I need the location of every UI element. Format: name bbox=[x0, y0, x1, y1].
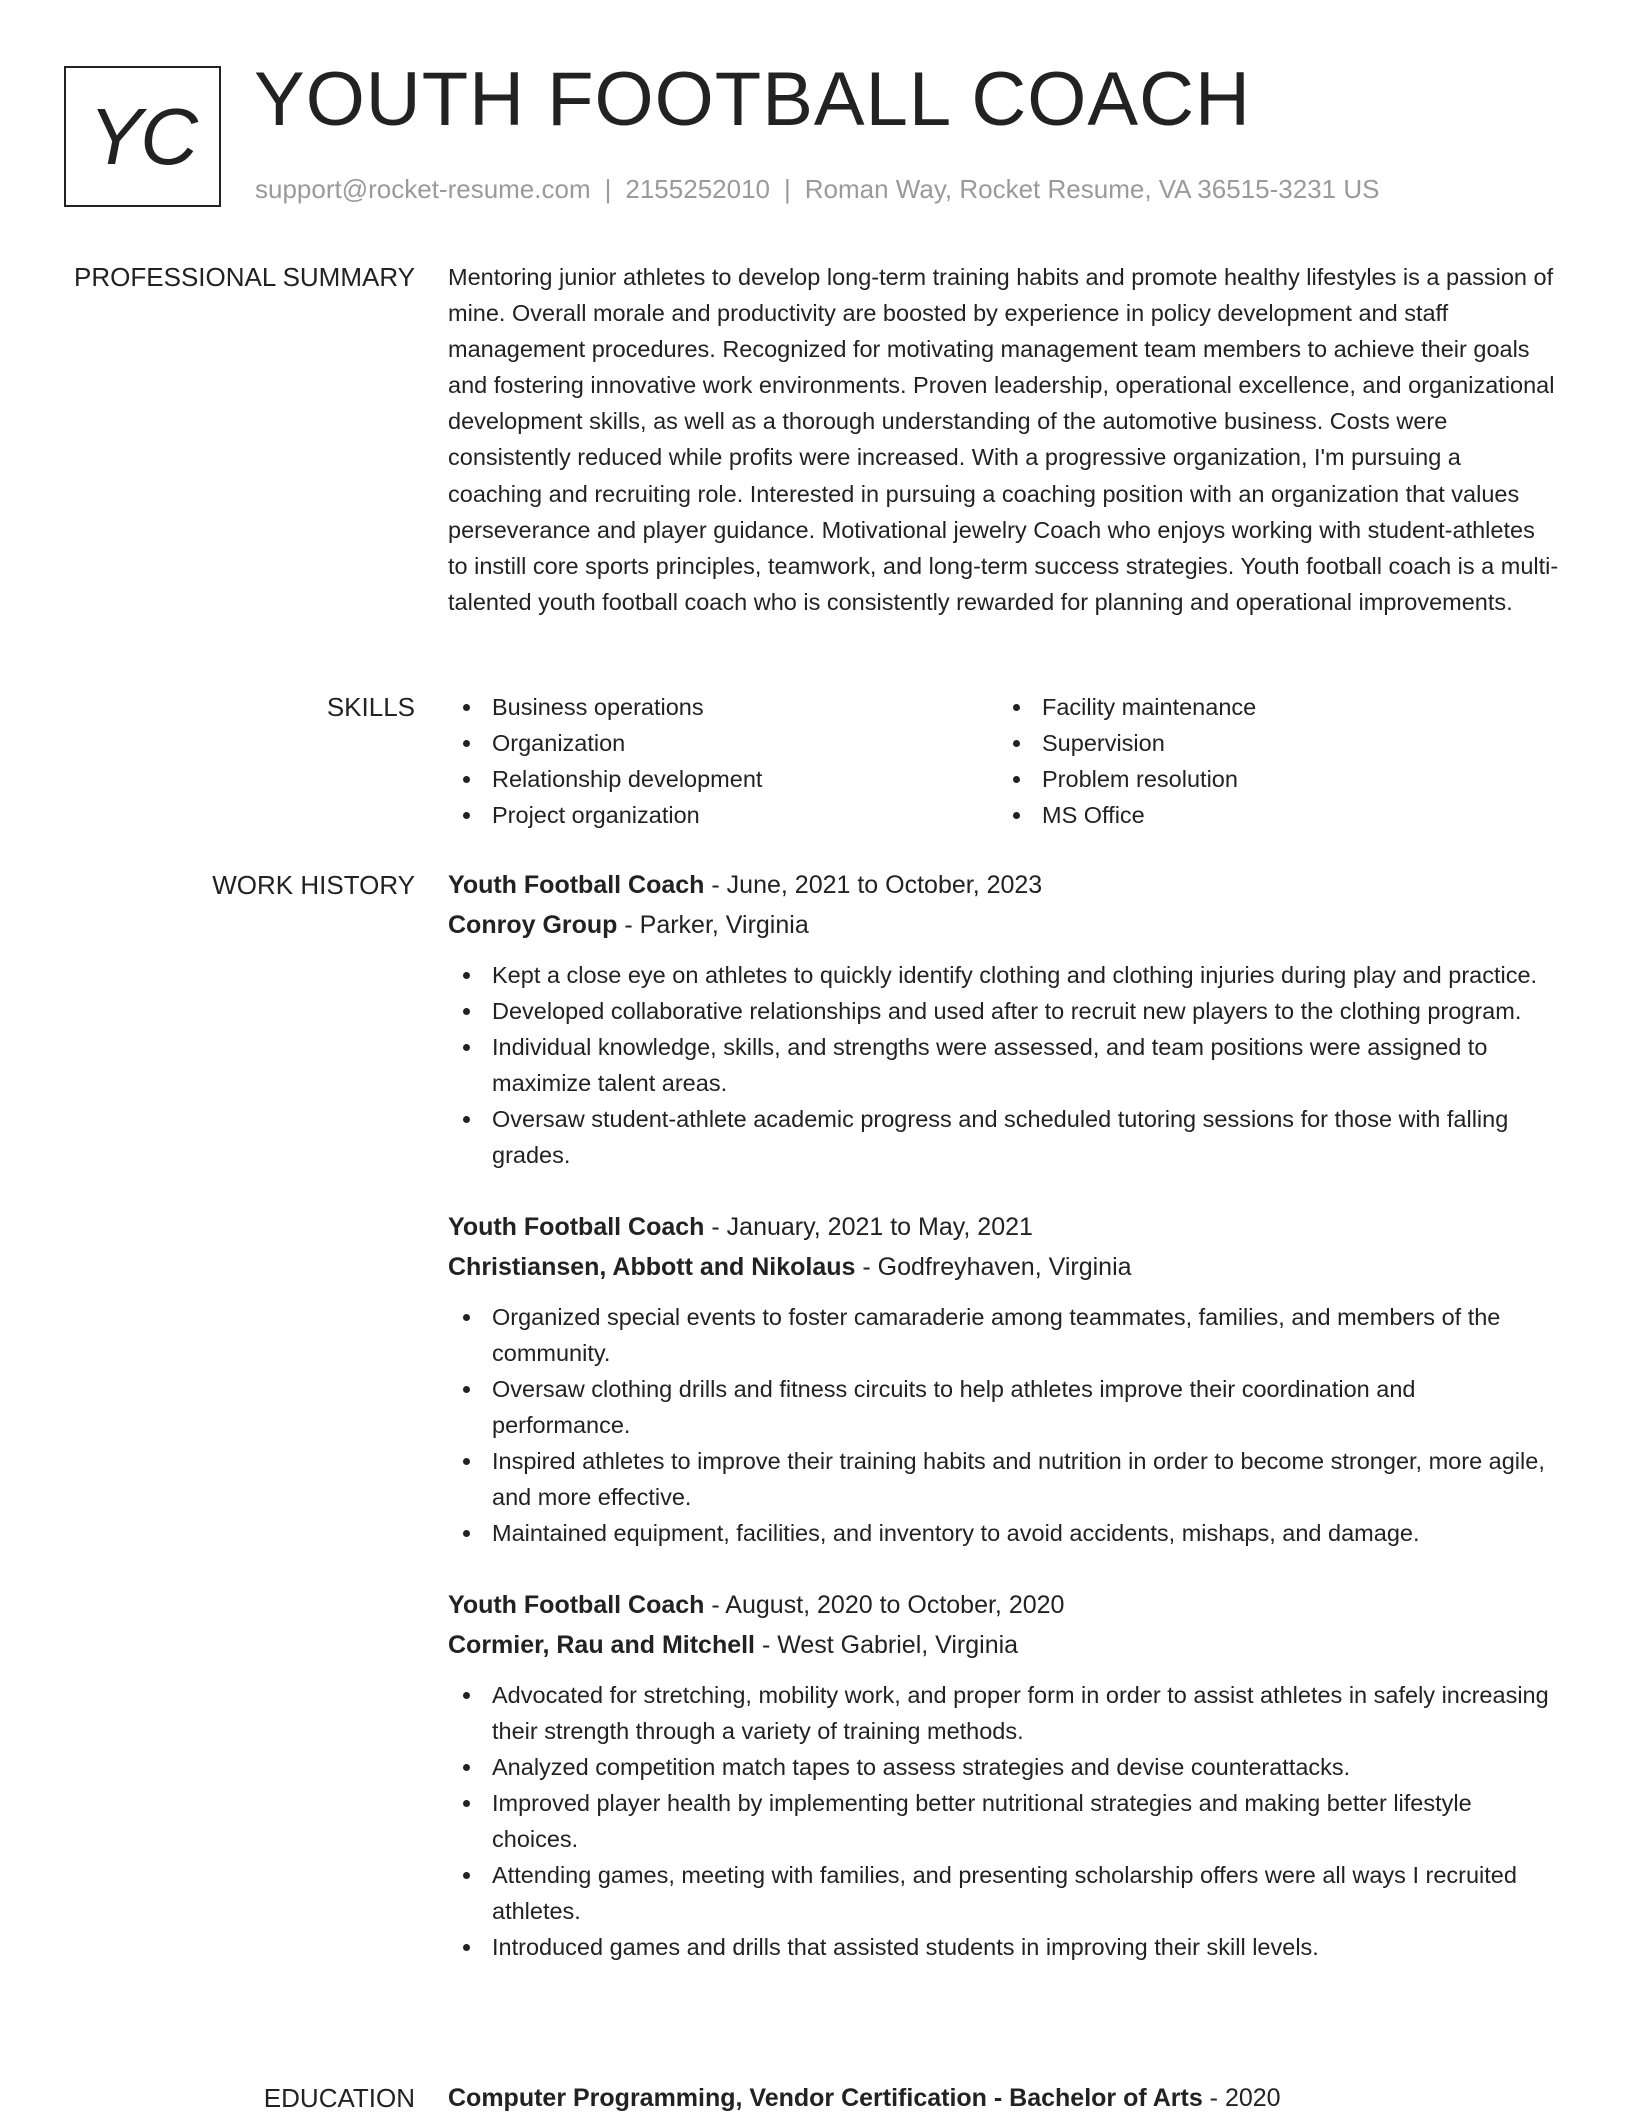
job-company-line bbox=[448, 1247, 1560, 1287]
job-entry bbox=[448, 865, 1560, 1173]
page-title: YOUTH FOOTBALL COACH bbox=[254, 57, 1251, 142]
job-bullet: Attending games, meeting with families, and presenting scholarship offers were all ways I recruited athletes. bbox=[448, 1857, 1560, 1929]
skills-grid bbox=[448, 689, 1560, 833]
job-entry bbox=[448, 1207, 1560, 1551]
work-history-body bbox=[448, 865, 1560, 1999]
skill-item: Organization bbox=[448, 725, 998, 761]
job-bullet: Oversaw student-athlete academic progress and scheduled tutoring sessions for those with falling grades. bbox=[448, 1101, 1560, 1173]
contact-line bbox=[255, 174, 1379, 205]
job-title: Youth Football Coach bbox=[448, 1591, 705, 1619]
skill-item: MS Office bbox=[998, 797, 1548, 833]
contact-phone: 2155252010 bbox=[625, 174, 770, 204]
section-label-summary: PROFESSIONAL SUMMARY bbox=[74, 262, 415, 292]
job-bullets bbox=[448, 957, 1560, 1173]
job-title-line bbox=[448, 1585, 1560, 1625]
job-bullet: Oversaw clothing drills and fitness circuits to help athletes improve their coordination and performance. bbox=[448, 1371, 1560, 1443]
job-bullet: Advocated for stretching, mobility work, and proper form in order to assist athletes in safely increasing their strength through a variety of training methods. bbox=[448, 1677, 1560, 1749]
skill-item: Supervision bbox=[998, 725, 1548, 761]
job-dates: - August, 2020 to October, 2020 bbox=[704, 1591, 1065, 1619]
contact-email: support@rocket-resume.com bbox=[255, 174, 591, 204]
job-bullet: Kept a close eye on athletes to quickly identify clothing and clothing injuries during play and practice. bbox=[448, 957, 1560, 993]
job-location: - Godfreyhaven, Virginia bbox=[855, 1253, 1132, 1281]
section-label-skills: SKILLS bbox=[326, 692, 415, 722]
summary-body bbox=[448, 259, 1560, 620]
job-location: - Parker, Virginia bbox=[617, 911, 809, 939]
job-company: Conroy Group bbox=[448, 911, 618, 939]
job-bullet: Improved player health by implementing better nutritional strategies and making better lifestyle choices. bbox=[448, 1785, 1560, 1857]
job-dates: - January, 2021 to May, 2021 bbox=[704, 1213, 1033, 1241]
contact-address: Roman Way, Rocket Resume, VA 36515-3231 US bbox=[804, 174, 1380, 204]
contact-separator: | bbox=[604, 174, 612, 204]
job-entry bbox=[448, 1585, 1560, 1965]
section-label-work-history: WORK HISTORY bbox=[212, 870, 415, 900]
education-body bbox=[448, 2080, 1560, 2116]
job-title: Youth Football Coach bbox=[448, 1213, 705, 1241]
job-bullet: Organized special events to foster camaraderie among teammates, families, and members of the community. bbox=[448, 1299, 1560, 1371]
job-bullet: Developed collaborative relationships and used after to recruit new players to the clothing program. bbox=[448, 993, 1560, 1029]
skill-item: Project organization bbox=[448, 797, 998, 833]
job-location: - West Gabriel, Virginia bbox=[755, 1631, 1019, 1659]
job-title: Youth Football Coach bbox=[448, 871, 705, 899]
summary-text: Mentoring junior athletes to develop long-term training habits and promote healthy lifestyles is a passion of mine. Overall morale and productivity are boosted by experience in policy development and staff management procedures. Recognized for motivating management team members to achieve their goals and fostering innovative work environments. Proven leadership, operational excellence, and organizational development skills, as well as a thorough understanding of the automotive business. Costs were consistently reduced while profits were increased. With a progressive organization, I'm pursuing a coaching and recruiting role. Interested in pursuing a coaching position with an organization that values perseverance and player guidance. Motivational jewelry Coach who enjoys working with student-athletes to instill core sports principles, teamwork, and long-term success strategies. Youth football coach is a multi-talented youth football coach who is consistently rewarded for planning and operational improvements. bbox=[448, 264, 1559, 615]
job-title-line bbox=[448, 1207, 1560, 1247]
skills-list-left bbox=[448, 689, 998, 833]
job-title-line bbox=[448, 865, 1560, 905]
education-year: - 2020 bbox=[1202, 2084, 1281, 2112]
job-company: Christiansen, Abbott and Nikolaus bbox=[448, 1253, 856, 1281]
skills-list-right bbox=[998, 689, 1548, 833]
education-degree: Computer Programming, Vendor Certification - Bachelor of Arts bbox=[448, 2084, 1203, 2112]
skill-item: Facility maintenance bbox=[998, 689, 1548, 725]
education-entry bbox=[448, 2080, 1560, 2116]
job-bullet: Individual knowledge, skills, and strengths were assessed, and team positions were assigned to maximize talent areas. bbox=[448, 1029, 1560, 1101]
job-company-line bbox=[448, 1625, 1560, 1665]
monogram-logo: YC bbox=[64, 66, 221, 207]
contact-separator: | bbox=[784, 174, 791, 204]
job-bullet: Maintained equipment, facilities, and inventory to avoid accidents, mishaps, and damage. bbox=[448, 1515, 1560, 1551]
section-label-education: EDUCATION bbox=[263, 2083, 415, 2113]
skill-item: Relationship development bbox=[448, 761, 998, 797]
job-bullets bbox=[448, 1677, 1560, 1965]
job-bullet: Introduced games and drills that assisted students in improving their skill levels. bbox=[448, 1929, 1560, 1965]
job-bullet: Analyzed competition match tapes to assess strategies and devise counterattacks. bbox=[448, 1749, 1560, 1785]
job-bullets bbox=[448, 1299, 1560, 1551]
skills-body bbox=[448, 689, 1560, 833]
job-company: Cormier, Rau and Mitchell bbox=[448, 1631, 756, 1659]
skill-item: Business operations bbox=[448, 689, 998, 725]
job-bullet: Inspired athletes to improve their training habits and nutrition in order to become stronger, more agile, and more effective. bbox=[448, 1443, 1560, 1515]
job-company-line bbox=[448, 905, 1560, 945]
job-dates: - June, 2021 to October, 2023 bbox=[704, 871, 1043, 899]
skill-item: Problem resolution bbox=[998, 761, 1548, 797]
